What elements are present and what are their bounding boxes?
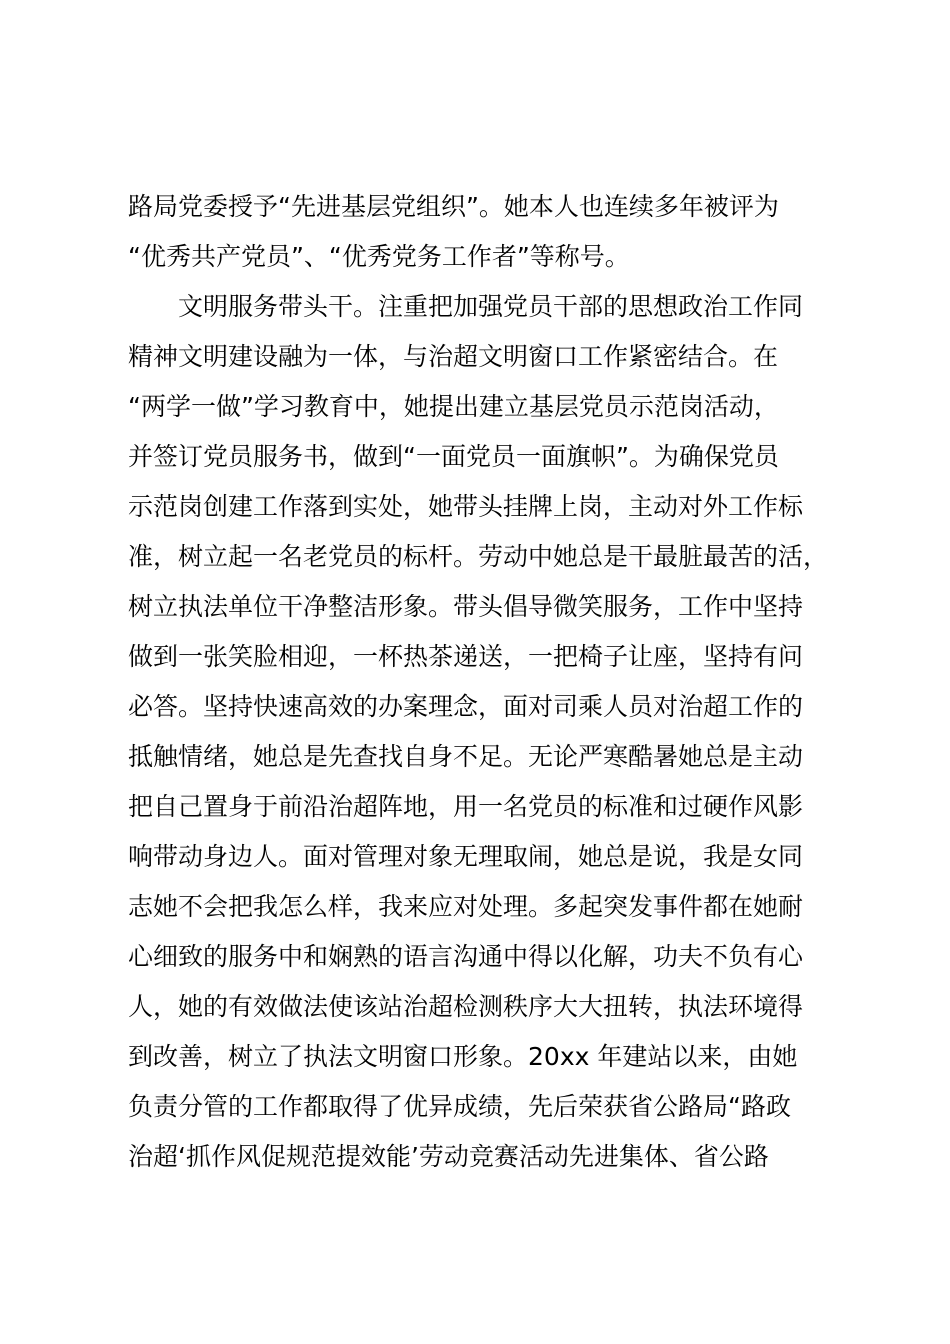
text-line: 人，她的有效做法使该站治超检测秩序大大扭转，执法环境得 (128, 992, 804, 1021)
text-line: 并签订党员服务书，做到“一面党员一面旗帜”。为确保党员 (128, 442, 779, 471)
text-line: “优秀共产党员”、“优秀党务工作者”等称号。 (128, 242, 630, 271)
text-line: 精神文明建设融为一体，与治超文明窗口工作紧密结合。在 (128, 342, 779, 371)
text-line: 到改善，树立了执法文明窗口形象。20xx 年建站以来，由她 (128, 1042, 798, 1071)
paragraph-start-line: 文明服务带头干。注重把加强党员干部的思想政治工作同 (178, 292, 804, 321)
text-line: “两学一做”学习教育中，她提出建立基层党员示范岗活动， (128, 392, 779, 421)
text-line: 响带动身边人。面对管理对象无理取闹，她总是说，我是女同 (128, 842, 804, 871)
body-text (128, 182, 848, 1182)
text-line: 准，树立起一名老党员的标杆。劳动中她总是干最脏最苦的活， (128, 542, 829, 571)
text-line: 路局党委授予“先进基层党组织”。她本人也连续多年被评为 (128, 192, 779, 221)
text-line: 树立执法单位干净整洁形象。带头倡导微笑服务，工作中坚持 (128, 592, 804, 621)
text-line: 治超‘抓作风促规范提效能’劳动竞赛活动先进集体、省公路 (128, 1142, 769, 1171)
text-line: 做到一张笑脸相迎，一杯热茶递送，一把椅子让座，坚持有问 (128, 642, 804, 671)
text-line: 抵触情绪，她总是先查找自身不足。无论严寒酷暑她总是主动 (128, 742, 804, 771)
text-line: 负责分管的工作都取得了优异成绩，先后荣获省公路局“路政 (128, 1092, 791, 1121)
text-line: 必答。坚持快速高效的办案理念，面对司乘人员对治超工作的 (128, 692, 804, 721)
text-line: 把自己置身于前沿治超阵地，用一名党员的标准和过硬作风影 (128, 792, 804, 821)
text-line: 心细致的服务中和娴熟的语言沟通中得以化解，功夫不负有心 (128, 942, 804, 971)
text-line: 示范岗创建工作落到实处，她带头挂牌上岗，主动对外工作标 (128, 492, 804, 521)
text-line: 志她不会把我怎么样，我来应对处理。多起突发事件都在她耐 (128, 892, 804, 921)
